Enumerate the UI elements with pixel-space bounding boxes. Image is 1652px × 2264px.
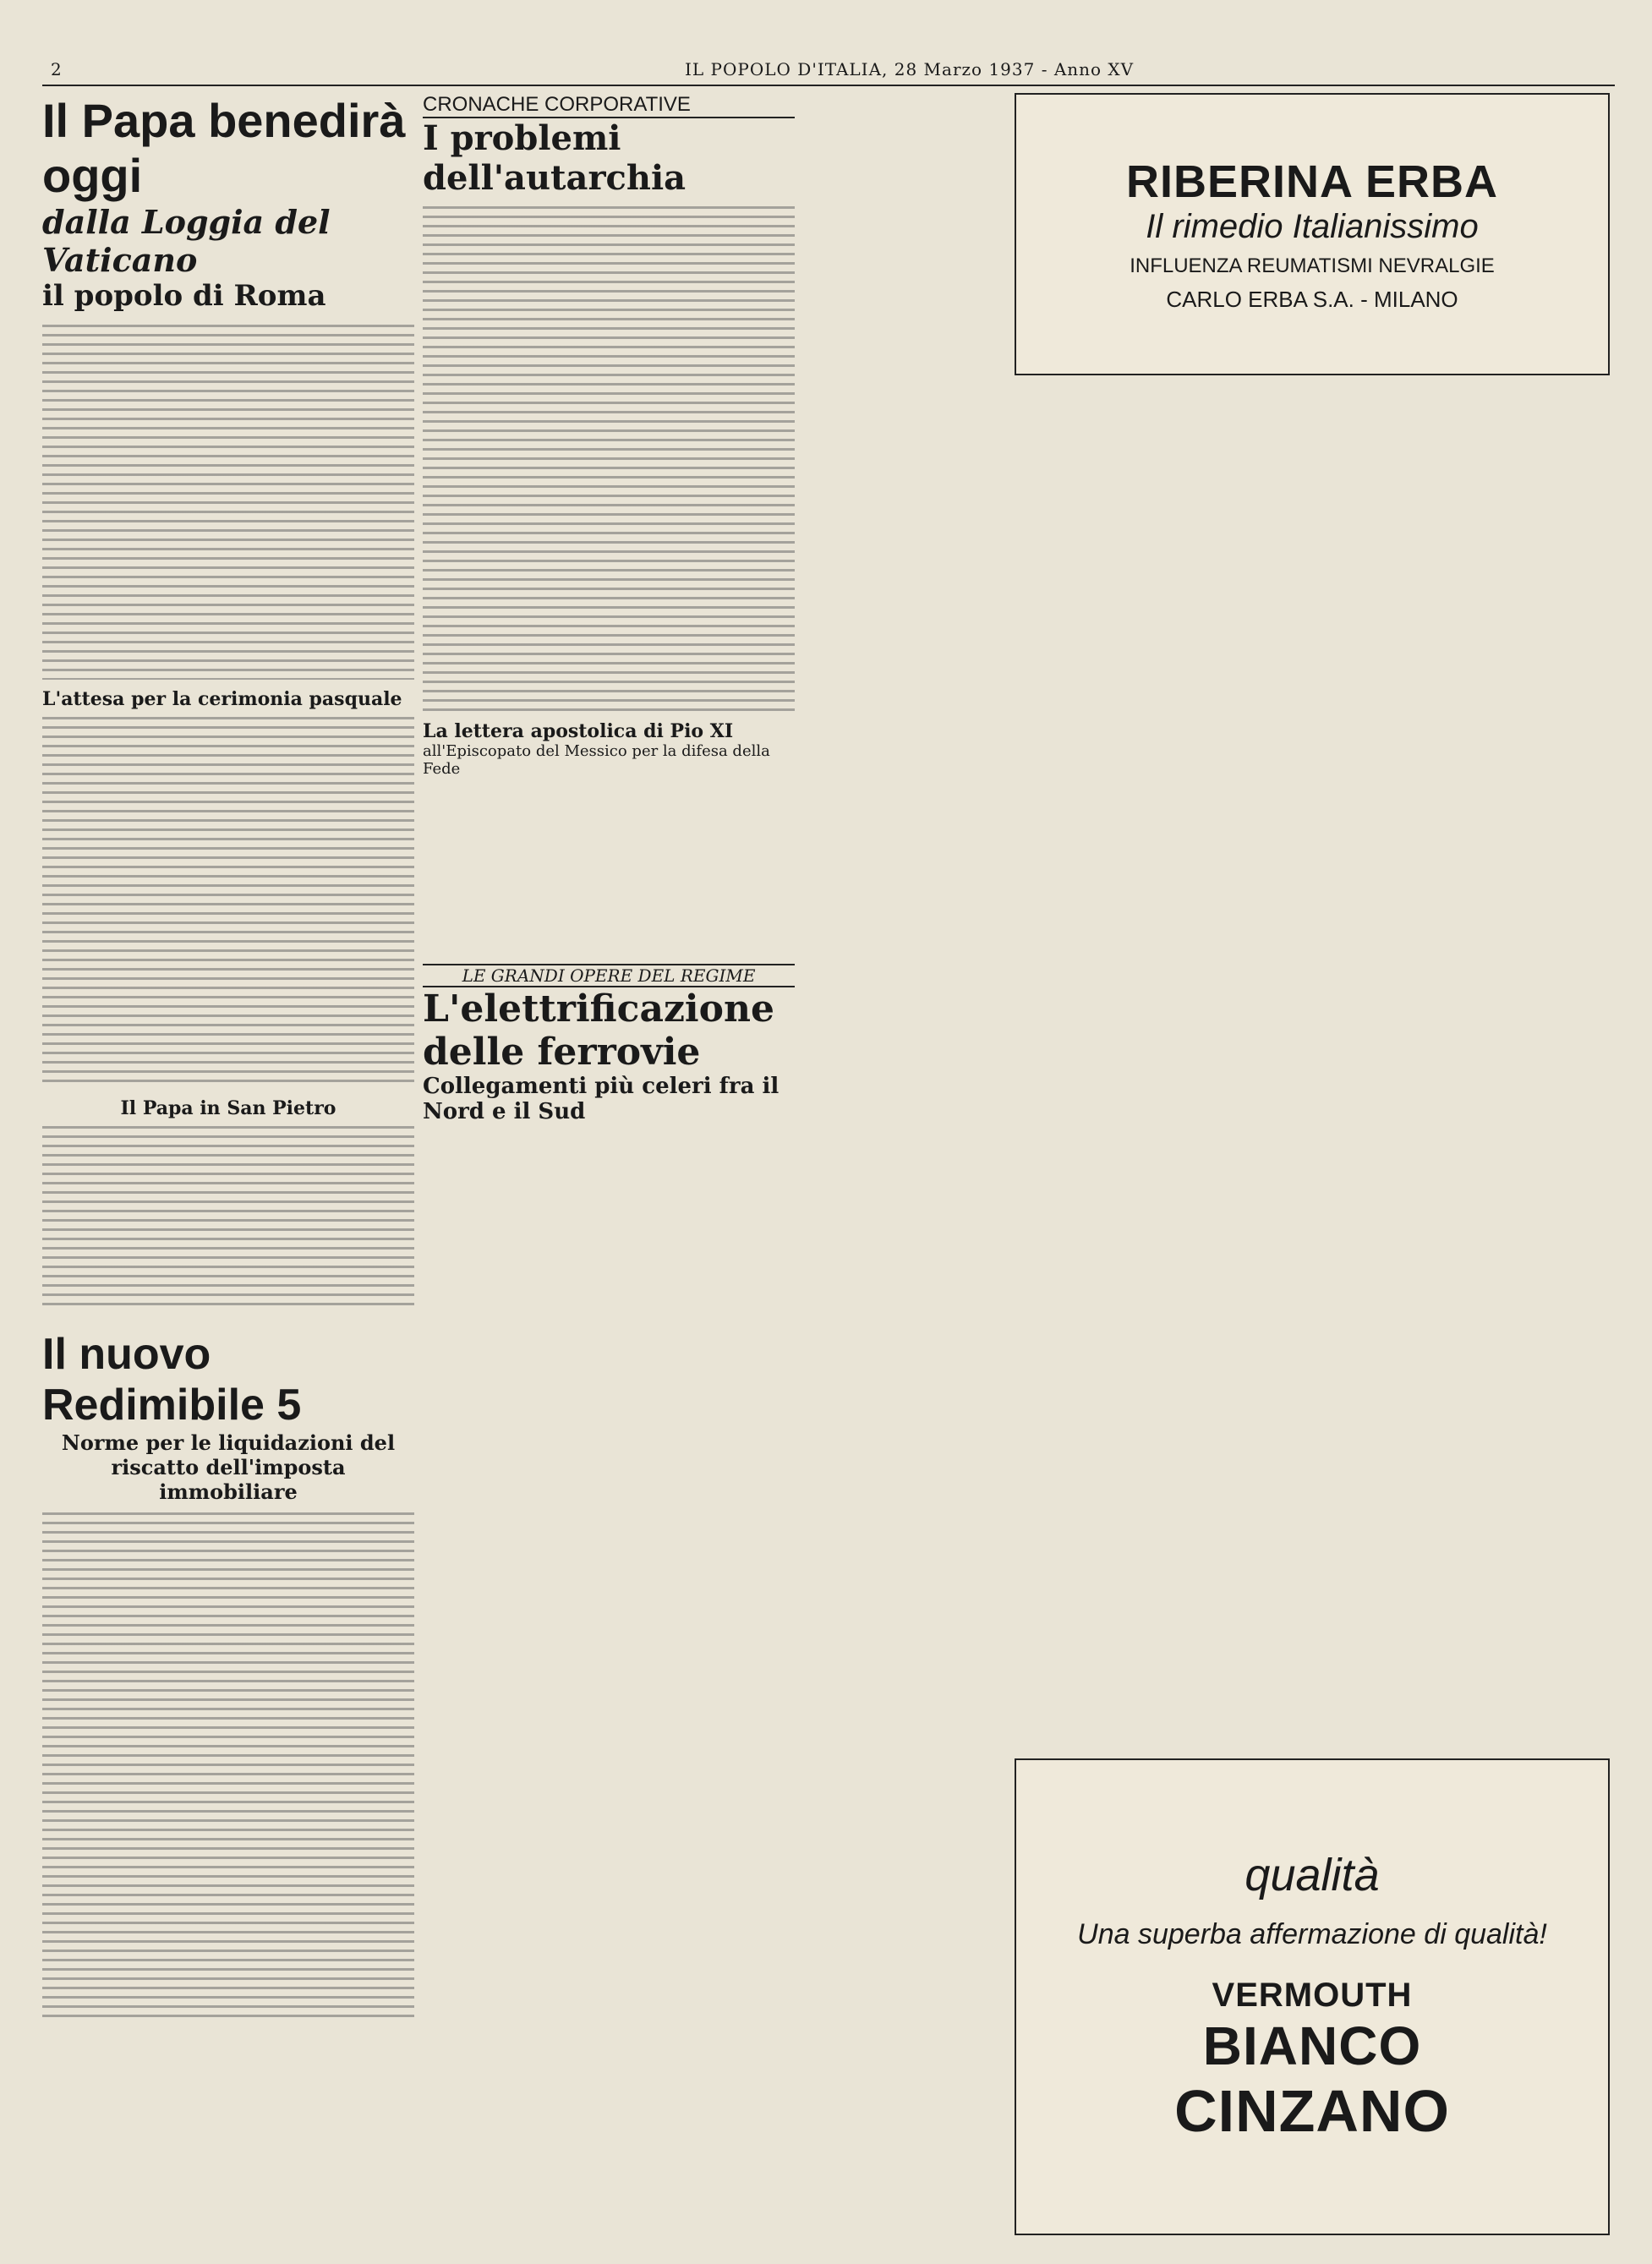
redimibile-deck: Norme per le liquidazioni del riscatto dell'imposta immobiliare [61,1430,396,1504]
section-heading: La lettera apostolica di Pio XI [423,720,734,742]
ad-riberina: RIBERINA ERBA Il rimedio Italianissimo INFLUENZA REUMATISMI NEVRALGIE CARLO ERBA S.A. - MILANO [1015,93,1610,375]
column-1 [42,93,414,2020]
column-2 [423,93,795,778]
section-heading: L'attesa per la cerimonia pasquale [42,688,402,710]
masthead [42,59,1615,86]
lead-sub1: dalla Loggia del Vaticano [42,203,331,279]
article-body [42,1512,414,2020]
section-heading: Il Papa in San Pietro [120,1097,336,1119]
masthead-title: IL POPOLO D'ITALIA, 28 Marzo 1937 - Anno XV [685,59,1135,79]
feature-deck: Collegamenti più celeri fra il Nord e il Sud [423,1074,780,1124]
ad-cinzano: qualità Una superba affermazione di qualità! VERMOUTH BIANCO CINZANO [1015,1758,1610,2235]
section-deck: all'Episcopato del Messico per la difesa della Fede [423,742,770,778]
autarchia-headline: I problemi dell'autarchia [423,118,687,198]
article-body [42,325,414,680]
kicker: CRONACHE CORPORATIVE [423,93,795,118]
article-body [42,717,414,1089]
feature-kicker: LE GRANDI OPERE DEL REGIME [423,964,795,987]
article-body [42,1126,414,1312]
feature-headline: L'elettrificazione delle ferrovie [423,987,774,1074]
feature [423,964,795,1124]
redimibile-headline: Il nuovo Redimibile 5 [42,1330,302,1430]
page-number: 2 [51,59,62,79]
lead-headline: Il Papa benedirà oggi [42,94,406,202]
lead-sub2: il popolo di Roma [42,279,326,313]
article-body [423,206,795,714]
